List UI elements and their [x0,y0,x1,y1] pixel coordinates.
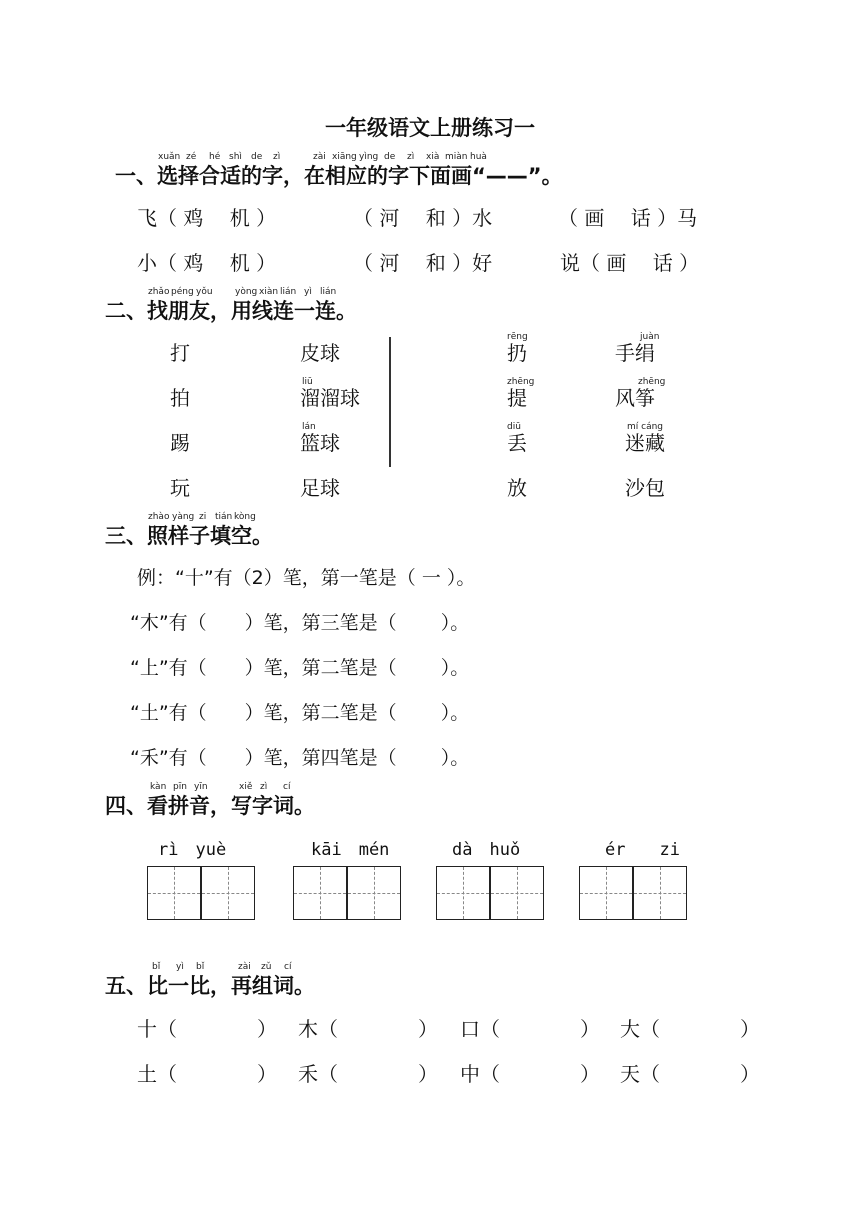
pinyin-annotation: xiě [239,782,253,792]
pinyin-annotation: diū [507,422,521,432]
pinyin-annotation: xiàn [259,287,279,297]
fill-blank-line: “木”有（ ）笔，第三笔是（ ）。 [130,612,470,634]
pinyin-annotation: zì [407,152,415,162]
choice-item: 说（ 画 话 ） [560,251,700,275]
word-group-item: 大（ ） [620,1017,760,1041]
noun-item: 皮球 [300,341,340,365]
pinyin-annotation: zhēng [507,377,535,387]
verb-item: 提 [507,386,527,410]
pinyin-annotation: yìng [359,152,379,162]
verb-item: 放 [507,476,527,500]
pinyin-prompt: rì yuè [158,840,227,860]
pinyin-annotation: shì [229,152,242,162]
choice-item: （ 河 和 ）水 [353,206,493,230]
pinyin-annotation: rēng [507,332,528,342]
section-heading: 五、比一比，再组词。 [105,974,315,998]
pinyin-annotation: zhǎo [148,287,170,297]
pinyin-annotation: xiāng [332,152,357,162]
noun-item: 溜溜球 [300,386,360,410]
pinyin-annotation: lián [280,287,297,297]
section-heading: 二、找朋友，用线连一连。 [105,299,357,323]
writing-grid-box[interactable] [490,866,544,920]
writing-grid-box[interactable] [293,866,347,920]
pinyin-annotation: bǐ [152,962,161,972]
choice-item: 小（ 鸡 机 ） [137,251,277,275]
writing-grid-box[interactable] [579,866,633,920]
pinyin-annotation: yīn [194,782,208,792]
pinyin-annotation: zé [186,152,197,162]
pinyin-annotation: huà [470,152,487,162]
writing-grid-box[interactable] [147,866,201,920]
verb-item: 打 [170,341,190,365]
word-group-item: 土（ ） [137,1062,277,1086]
verb-item: 踢 [170,431,190,455]
choice-item: （ 河 和 ）好 [353,251,493,275]
writing-grid-box[interactable] [633,866,687,920]
writing-grid-box[interactable] [347,866,401,920]
word-group-item: 中（ ） [460,1062,600,1086]
fill-blank-line: “上”有（ ）笔，第二笔是（ ）。 [130,657,470,679]
pinyin-annotation: yì [176,962,184,972]
column-divider [389,337,391,467]
choice-item: 飞（ 鸡 机 ） [137,206,277,230]
fill-blank-line: “土”有（ ）笔，第二笔是（ ）。 [130,702,470,724]
verb-item: 丢 [507,431,527,455]
pinyin-prompt: kāi mén [311,840,390,860]
verb-item: 扔 [507,341,527,365]
pinyin-annotation: zǔ [261,962,272,972]
noun-item: 足球 [300,476,340,500]
noun-item: 风筝 [615,386,655,410]
word-group-item: 木（ ） [298,1017,438,1041]
pinyin-annotation: xuǎn [158,152,181,162]
word-group-item: 天（ ） [620,1062,760,1086]
pinyin-annotation: de [251,152,263,162]
pinyin-annotation: péng [171,287,194,297]
pinyin-annotation: zi [199,512,207,522]
pinyin-annotation: yòng [235,287,258,297]
pinyin-prompt: dà huǒ [452,840,521,860]
noun-item: 沙包 [625,476,665,500]
word-group-item: 禾（ ） [298,1062,438,1086]
pinyin-annotation: pīn [173,782,187,792]
section-heading: 四、看拼音，写字词。 [105,794,315,818]
verb-item: 玩 [170,476,190,500]
pinyin-annotation: zhēng [638,377,666,387]
word-group-item: 口（ ） [460,1017,600,1041]
worksheet-title: 一年级语文上册练习一 [325,116,535,140]
pinyin-annotation: kàn [150,782,167,792]
writing-grid-box[interactable] [436,866,490,920]
writing-grid-box[interactable] [201,866,255,920]
noun-item: 迷藏 [625,431,665,455]
example-line: 例：“十”有（2）笔，第一笔是（ 一 ）。 [137,567,476,589]
section-heading: 三、照样子填空。 [105,524,273,548]
pinyin-annotation: zài [313,152,326,162]
pinyin-annotation: kòng [234,512,256,522]
noun-item: 篮球 [300,431,340,455]
pinyin-annotation: juàn [640,332,660,342]
pinyin-annotation: yì [304,287,312,297]
pinyin-annotation: yàng [172,512,195,522]
pinyin-annotation: yǒu [196,287,213,297]
pinyin-annotation: zhào [148,512,170,522]
pinyin-annotation: hé [209,152,221,162]
pinyin-annotation: cí [284,962,292,972]
pinyin-annotation: cí [283,782,291,792]
pinyin-annotation: mí cáng [627,422,664,432]
pinyin-annotation: zì [273,152,281,162]
pinyin-annotation: bǐ [196,962,205,972]
pinyin-annotation: de [384,152,396,162]
fill-blank-line: “禾”有（ ）笔，第四笔是（ ）。 [130,747,470,769]
verb-item: 拍 [170,386,190,410]
pinyin-annotation: zì [260,782,268,792]
pinyin-annotation: lán [302,422,316,432]
noun-item: 手绢 [615,341,655,365]
section-heading: 一、选择合适的字，在相应的字下面画“——”。 [115,164,563,188]
pinyin-annotation: lián [320,287,337,297]
pinyin-annotation: miàn [445,152,468,162]
pinyin-annotation: xià [426,152,440,162]
pinyin-prompt: ér zi [605,840,680,860]
word-group-item: 十（ ） [137,1017,277,1041]
pinyin-annotation: tián [215,512,233,522]
pinyin-annotation: zài [238,962,251,972]
pinyin-annotation: liū [302,377,313,387]
choice-item: （ 画 话 ）马 [558,206,698,230]
